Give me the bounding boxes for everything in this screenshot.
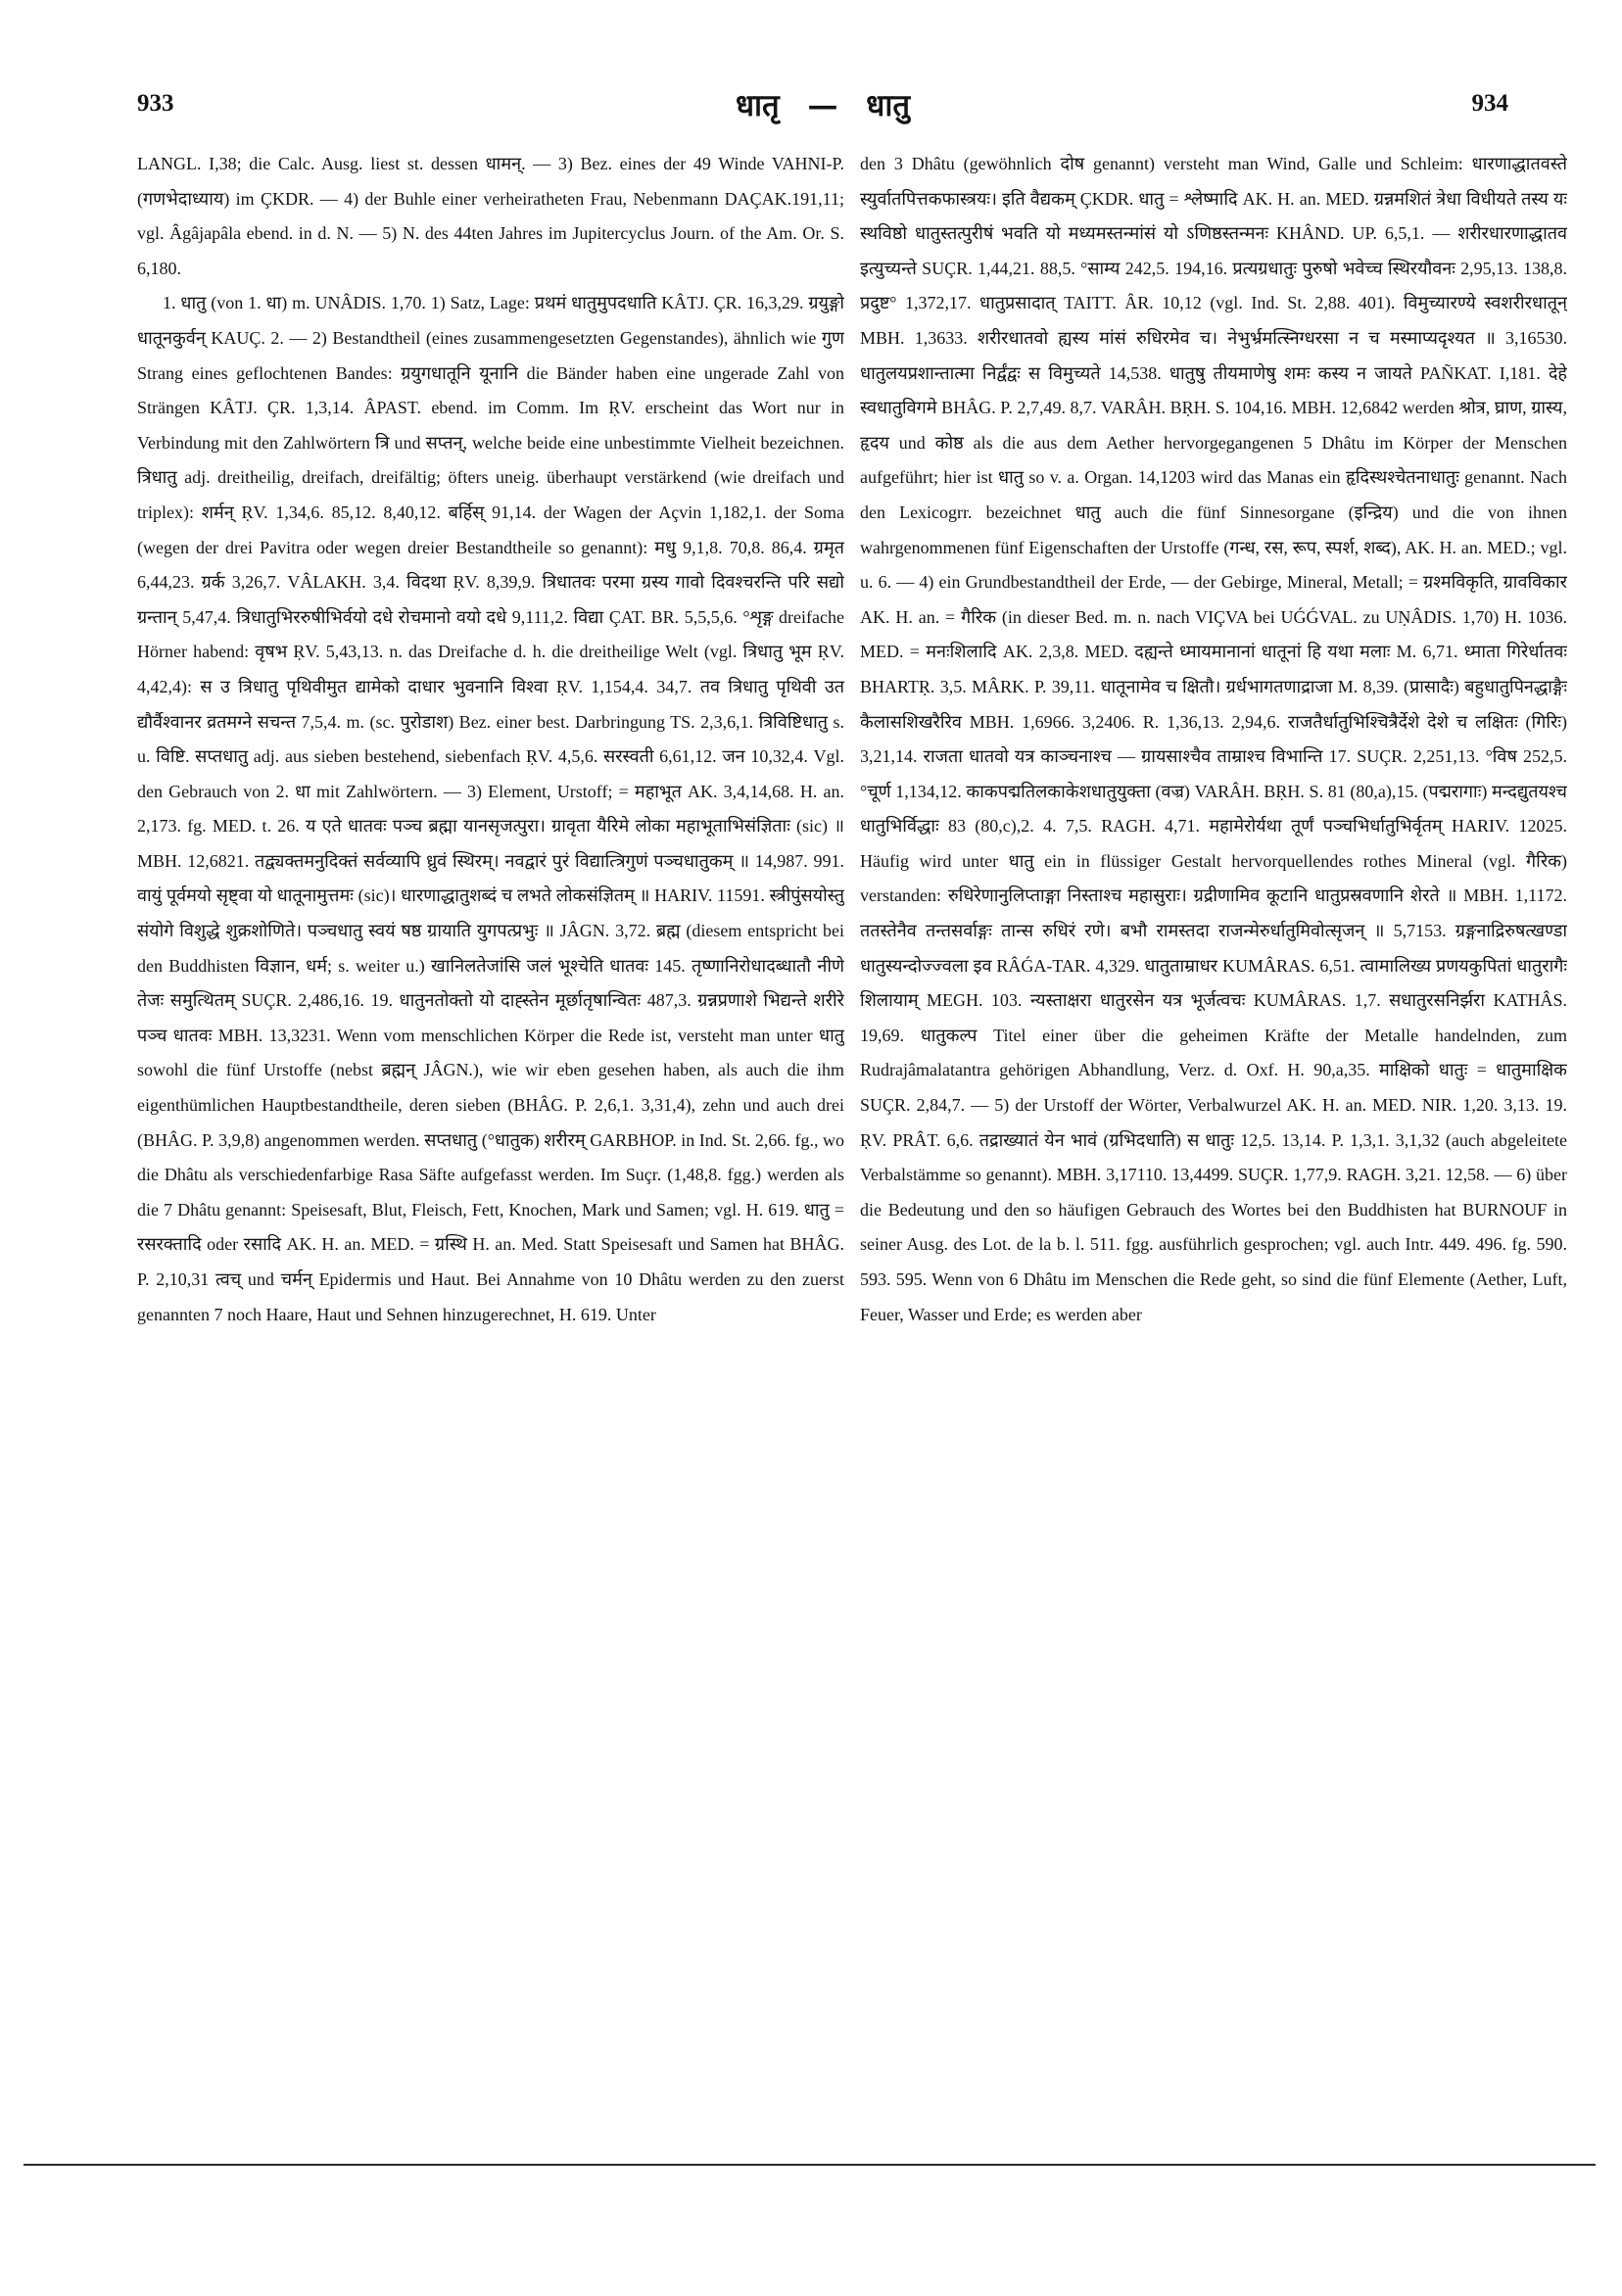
left-paragraph-dhatu-entry: 1. धातु (von 1. धा) m. UNÂDIS. 1,70. 1) Satz, Lage: प्रथमं धातुमुपदधाति KÂTJ. ÇR. 16,3,29. ग्रयुङ्गो धातूनकुर्वन् KAUÇ. 2. — 2) Bestandtheil (eines zusammengesetzten Gegenstandes), ähnlich wie गुण Strang eines geflochtenen Bandes: ग्रयुगधातूनि यूनानि die Bänder haben eine ungerade Zahl von Strängen KÂTJ. ÇR. 1,3,14. ÂPAST. ebend. im Comm. Im ṚV. erscheint das Wort nur in Verbindung mit den Zahlwörtern त्रि und सप्तन्, welche beide eine unbestimmte Vielheit bezeichnen. त्रिधातु adj. dreitheilig, dreifach, dreifältig; öfters uneig. überhaupt verstärkend (wie dreifach und triplex): शर्मन् ṚV. 1,34,6. 85,12. 8,40,12. बर्हिस् 91,14. der Wagen der Açvin 1,182,1. der Soma (wegen der drei Pavitra oder wegen dreier Bestandtheile so genannt): मधु 9,1,8. 70,8. 86,4. ग्रमृत 6,44,23. ग्रर्क 3,26,7. VÂLAKH. 3,4. विदथा ṚV. 8,39,9. त्रिधातवः परमा ग्रस्य गावो दिवश्चरन्ति परि सद्यो ग्रन्तान् 5,47,4. त्रिधातुभिररुषीभिर्वयो दधे रोचमानो वयो दधे 9,111,2. विद्या ÇAT. BR. 5,5,5,6. °शृङ्ग dreifache Hörner habend: वृषभ ṚV. 5,43,13. n. das Dreifache d. h. die dreitheilige Welt (vgl. त्रिधातु भूम ṚV. 4,42,4): स उ त्रिधातु पृथिवीमुत द्यामेको दाधार भुवनानि विश्वा ṚV. 1,154,4. 34,7. तव त्रिधातु पृथिवी उत द्यौर्वैश्वानर व्रतमग्ने सचन्त 7,5,4. m. (sc. पुरोडाश) Bez. einer best. Darbringung TS. 2,3,6,1. त्रिविष्टिधातु s. u. विष्टि. सप्तधातु adj. aus sieben bestehend, siebenfach ṚV. 4,5,6. सरस्वती 6,61,12. जन 10,32,4. Vgl. den Gebrauch von 2. धा mit Zahlwörtern. — 3) Element, Urstoff; = महाभूत AK. 3,4,14,68. H. an. 2,173. fg. MED. t. 26. य एते धातवः पञ्च ब्रह्मा यानसृजत्पुरा। ग्रावृता यैरिमे लोका महाभूताभिसंज्ञिताः (sic) ॥ MBH. 12,6821. तद्व्यक्तमनुदिक्तं सर्वव्यापि ध्रुवं स्थिरम्। नवद्वारं पुरं विद्यात्त्रिगुणं पञ्चधातुकम् ॥ 14,987. 991. वायुं पूर्वमयो सृष्ट्वा यो धातूनामुत्तमः (sic)। धारणाद्धातुशब्दं च लभते लोकसंज्ञितम् ॥ HARIV. 11591. स्त्रीपुंसयोस्तु संयोगे विशुद्धे शुक्रशोणिते। पञ्चधातु स्वयं षष्ठ ग्रायाति युगपत्प्रभुः ॥ JÂGN. 3,72. ब्रह्म (diesem entspricht bei den Buddhisten विज्ञान, धर्म; s. weiter u.) खानिलतेजांसि जलं भूश्चेति धातवः 145. तृष्णानिरोधादब्धातौ नीणे तेजः समुत्थितम् SUÇR. 2,486,16. 19. धातुनतोक्तो यो दाह्स्तेन मूर्छातृषान्वितः 487,3. ग्रन्नप्रणाशे भिद्यन्ते शरीरे पञ्च धातवः MBH. 13,3231. Wenn vom menschlichen Körper die Rede ist, versteht man unter धातु sowohl die fünf Urstoffe (nebst ब्रह्मन् JÂGN.), wie wir eben gesehen haben, als auch die ihm eigenthümlichen Hauptbestandtheile, deren sieben (BHÂG. P. 2,6,1. 3,31,4), zehn und auch drei (BHÂG. P. 3,9,8) angenommen werden. सप्तधातु (°धातुक) शरीरम् GARBHOP. in Ind. St. 2,66. fg., wo die Dhâtu als verschiedenfarbige Rasa Säfte aufgefasst werden. Im Suçr. (1,48,8. fgg.) werden als die 7 Dhâtu genannt: Speisesaft, Blut, Fleisch, Fett, Knochen, Mark und Samen; vgl. H. 619. धातु = रसरक्तादि oder रसादि AK. H. an. MED. = ग्रस्थि H. an. Med. Statt Speisesaft und Samen hat BHÂG. P. 2,10,31 त्वच् und चर्मन् Epidermis und Haut. Bei Annahme von 10 Dhâtu werden zu den zuerst genannten 7 noch Haare, Haut und Sehnen hinzugerechnet, H. 619. Unter [137,293,844,1324]
bottom-divider [24,2164,1596,2166]
header-separator: — [807,88,838,123]
right-paragraph-continuation: den 3 Dhâtu (gewöhnlich दोष genannt) versteht man Wind, Galle und Schleim: धारणाद्धातवस्ते स्युर्वातपित्तकफास्त्रयः। इति वैद्यकम् ÇKDR. धातु = श्लेष्मादि AK. H. an. MED. ग्रन्नमशितं त्रेधा विधीयते तस्य यः स्थविष्ठो धातुस्तत्पुरीषं भवति यो मध्यमस्तन्मांसं यो ऽणिष्ठस्तन्मनः KHÂND. UP. 6,5,1. — शरीरधारणाद्धातव इत्युच्यन्ते SUÇR. 1,44,21. 88,5. °साम्य 242,5. 194,16. प्रत्यग्रधातुः पुरुषो भवेच्च स्थिरयौवनः 2,95,13. 138,8. प्रदुष्ट° 1,372,17. धातुप्रसादात् TAITT. ÂR. 10,12 (vgl. Ind. St. 2,88. 401). विमुच्यारण्ये स्वशरीरधातून् MBH. 1,3633. शरीरधातवो ह्यस्य मांसं रुधिरमेव च। नेभुर्भ्रमत्स्निग्धरसा न च मस्माप्यदृश्यत ॥ 3,16530. धातुलयप्रशान्तात्मा निर्द्वंद्वः स विमुच्यते 14,538. धातुषु तीयमाणेषु शमः कस्य न जायते PAÑKAT. I,181. देहे स्वधातुविगमे BHÂG. P. 2,7,49. 8,7. VARÂH. BṚH. S. 104,16. MBH. 12,6842 werden श्रोत्र, घ्राण, ग्रास्य, हृदय und कोष्ठ als die aus dem Aether hervorgegangenen 5 Dhâtu im Körper der Menschen aufgeführt; hier ist धातु so v. a. Organ. 14,1203 wird das Manas ein हृदिस्थश्चेतनाधातुः genannt. Nach den Lexicogrr. bezeichnet धातु auch die fünf Sinnesorgane (इन्द्रिय) und die von ihnen wahrgenommenen fünf Eigenschaften der Urstoffe (गन्ध, रस, रूप, स्पर्श, शब्द), AK. H. an. MED.; vgl. u. 6. — 4) ein Grundbestandtheil der Erde, — der Gebirge, Mineral, Metall; = ग्रश्मविकृति, ग्रावविकार AK. H. an. = गैरिक (in dieser Bed. m. n. nach VIÇVA bei UǴǴVAL. zu UṆÂDIS. 1,70) H. 1036. MED. = मनःशिलादि AK. 2,3,8. MED. दह्यन्ते ध्मायमानानां धातूनां हि यथा मलाः M. 6,71. ध्माता गिरेर्धातवः BHARTṚ. 3,5. MÂRK. P. 39,11. धातूनामेव च क्षितौ। ग्रर्धभागतणाद्राजा M. 8,39. (प्रासादैः) बहुधातुपिनद्धाङ्गैः कैलासशिखरैरिव MBH. 1,6966. 3,2406. R. 1,36,13. 2,94,6. राजतैर्धातुभिश्चित्रैर्देशे देशे च लक्षितः (गिरिः) 3,21,14. राजता धातवो यत्र काञ्चनाश्च — ग्रायसाश्चैव ताम्राश्च विभान्ति 17. SUÇR. 2,251,13. °विष 252,5. °चूर्ण 1,134,12. काकपद्मतिलकाकेशधातुयुक्ता (वज्र) VARÂH. BṚH. S. 81 (80,a),15. (पद्मरागाः) मन्दद्युतयश्च धातुभिर्विद्धाः 83 (80,c),2. 4. 7,5. RAGH. 4,71. महामेरोर्यथा तूर्णं पञ्चभिर्धातुभिर्वृतम् HARIV. 12025. Häufig wird unter धातु ein in flüssiger Gestalt hervorquellendes rothes Mineral (vgl. गैरिक) verstanden: रुधिरेणानुलिप्ताङ्गा निस्ताश्च महासुराः। ग्रद्रीणामिव कूटानि धातुप्रस्रवणानि शेरते ॥ MBH. 1,1172. ततस्तेनैव तन्तसर्वाङ्गः तान्स रुधिरं रणे। बभौ रामस्तदा राजन्मेरुर्धातुमिवोत्सृजन् ॥ 5,7153. ग्रङ्गनाद्रिरुषत्खण्डा धातुस्यन्दोज्ज्वला इव RÂǴA-TAR. 4,329. धातुताम्राधर KUMÂRAS. 6,51. त्वामालिख्य प्रणयकुपितां धातुरागैः शिलायाम् MEGH. 103. न्यस्ताक्षरा धातुरसेन यत्र भूर्जत्वचः KUMÂRAS. 1,7. सधातुरसनिर्झरा KATHÂS. 19,69. धातुकल्प Titel einer über die geheimen Kräfte der Metalle handelnden, zum Rudrajâmalatantra gehörigen Abhandlung, Verz. d. Oxf. H. 90,a,35. माक्षिको धातुः = धातुमाक्षिक SUÇR. 2,84,7. — 5) der Urstoff der Wörter, Verbalwurzel AK. H. an. MED. NIR. 1,20. 3,13. 19. ṚV. PRÂT. 6,6. तद्राख्यातं येन भावं (ग्रभिदधाति) स धातुः 12,5. 13,14. P. 1,3,1. 3,1,32 (auch abgeleitete Verbalstämme so genannt). MBH. 3,17110. 13,4499. SUÇR. 1,77,9. RAGH. 3,21. 12,58. — 6) über die Bedeutung und den so häufigen Gebrauch des Wortes bei den Buddhisten hat BURNOUF in seiner Ausg. des Lot. de la b. l. 511. fgg. ausführlich gesprochen; vgl. auch Intr. 449. 496. fg. 590. 593. 595. Wenn von 6 Dhâtu im Menschen die Rede geht, so sind die fünf Elemente (Aether, Luft, Feuer, Wasser und Erde; es werden aber [860,154,1567,1324]
right-column [860,147,1567,2037]
page-header [137,84,1508,133]
left-column [137,147,844,2037]
left-paragraph-continuation: LANGL. I,38; die Calc. Ausg. liest st. dessen धामन्. — 3) Bez. eines der 49 Winde VAHNI-P. (गणभेदाध्याय) im ÇKDR. — 4) der Buhle einer verheiratheten Frau, Nebenmann DAÇAK.191,11; vgl. Âgâjapâla ebend. in d. N. — 5) N. des 44ten Jahres im Jupitercyclus Journ. of the Am. Or. S. 6,180. [137,154,844,278]
running-title [137,84,1508,125]
headword-right: धातु [866,88,911,123]
page-number-right: 934 [1471,90,1508,117]
page-number-left: 933 [137,90,174,117]
headword-left: धातृ [735,88,780,123]
